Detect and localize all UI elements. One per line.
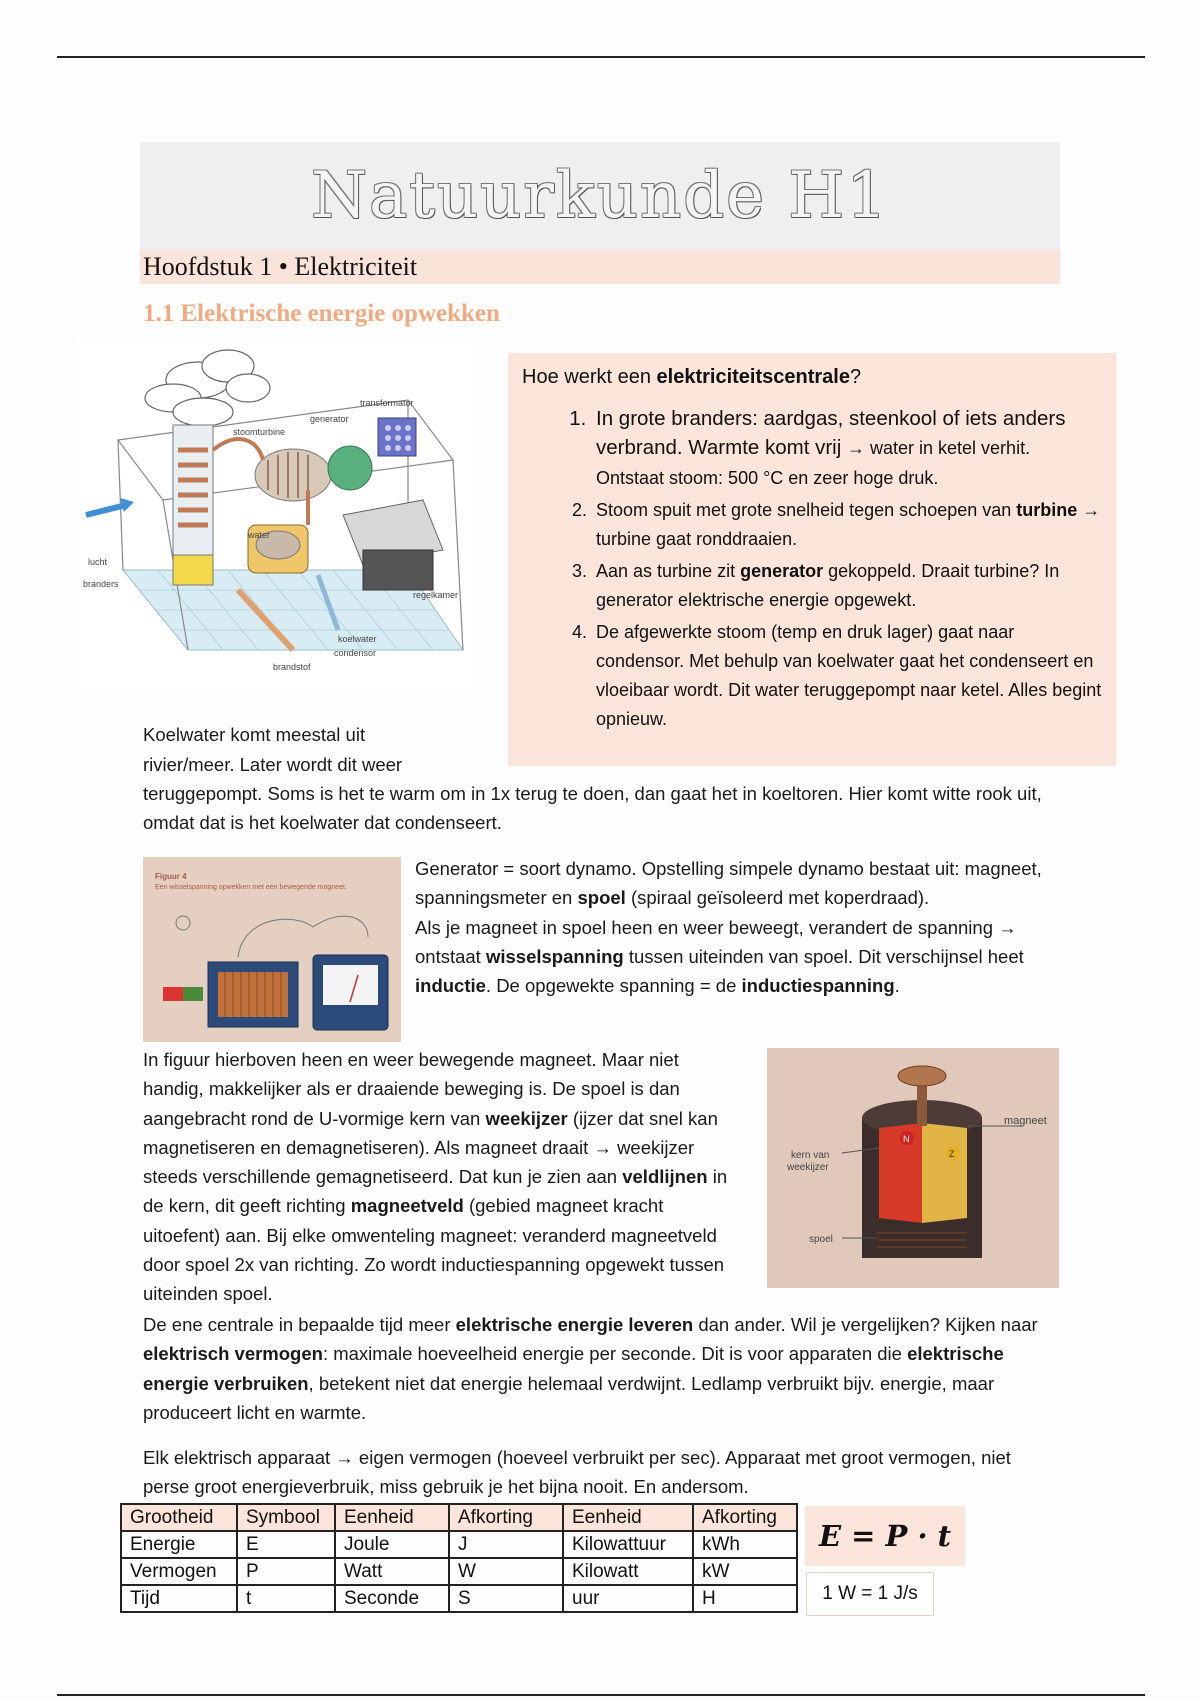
title-band	[140, 142, 1060, 250]
table-header: Eenheid	[335, 1504, 449, 1531]
label-stoomturbine: stoomturbine	[233, 427, 286, 437]
step-4: 4. De afgewerkte stoom (temp en druk lager) gaat naar condensor. Met behulp van koelwater gaat het condenseert en vloeibaar wordt. Dit water teruggepompt naar ketel. Alles begint opnieuw.	[592, 618, 1102, 734]
label-condensor: condensor	[334, 648, 377, 658]
power-plant-figure	[78, 340, 473, 695]
table-cell: J	[449, 1531, 563, 1558]
figure-4-caption: Een wisselspanning opwekken met een bewegende magneet.	[155, 884, 347, 891]
chapter-heading: Hoofdstuk 1 • Elektriciteit	[140, 250, 1060, 284]
step-2: 2. Stoom spuit met grote snelheid tegen schoepen van turbine → turbine gaat ronddraaien.	[592, 496, 1102, 554]
table-row	[121, 1585, 797, 1612]
table-cell: P	[237, 1558, 335, 1585]
top-rule	[57, 56, 1145, 58]
step-3: 3. Aan as turbine zit generator gekoppeld. Draait turbine? In generator elektrische energie opgewekt.	[592, 557, 1102, 615]
figure-4-label: Figuur 4	[155, 872, 187, 881]
dynamo-figure	[143, 857, 401, 1042]
table-cell: Seconde	[335, 1585, 449, 1612]
label-magneet: magneet	[1004, 1115, 1047, 1127]
energy-formula: E = P · t	[805, 1506, 965, 1566]
step-1: 1. In grote branders: aardgas, steenkool of iets anders verbrand. Warmte komt vrij → water in ketel verhit. Ontstaat stoom: 500 °C en zeer hoge druk.	[592, 404, 1102, 493]
units-table	[120, 1503, 798, 1613]
table-cell: E	[237, 1531, 335, 1558]
table-cell: S	[449, 1585, 563, 1612]
table-cell: Kilowatt	[563, 1558, 693, 1585]
label-brandstof: brandstof	[273, 662, 311, 672]
rotating-magnet-figure	[767, 1048, 1059, 1288]
label-weekijzer: weekijzer	[787, 1162, 829, 1173]
generator	[328, 446, 372, 490]
watt-definition: 1 W = 1 J/s	[806, 1572, 934, 1616]
table-cell: Kilowattuur	[563, 1531, 693, 1558]
label-lucht: lucht	[88, 557, 108, 567]
label-generator: generator	[310, 414, 349, 424]
table-header: Afkorting	[693, 1504, 797, 1531]
table-header-row	[121, 1504, 797, 1531]
table-header: Eenheid	[563, 1504, 693, 1531]
table-header: Afkorting	[449, 1504, 563, 1531]
label-branders: branders	[83, 579, 119, 589]
pole-z: Z	[949, 1149, 955, 1159]
table-cell: Energie	[121, 1531, 237, 1558]
section-heading: 1.1 Elektrische energie opwekken	[143, 300, 500, 327]
table-cell: uur	[563, 1585, 693, 1612]
table-header: Symbool	[237, 1504, 335, 1531]
label-spoel: spoel	[809, 1234, 833, 1245]
label-koelwater: koelwater	[338, 634, 377, 644]
table-cell: Vermogen	[121, 1558, 237, 1585]
table-cell: kWh	[693, 1531, 797, 1558]
vermogen-paragraph: De ene centrale in bepaalde tijd meer elektrische energie leveren dan ander. Wil je vergelijken? Kijken naar elektrisch vermogen: maximale hoeveelheid energie per seconde. Dit is voor apparaten die elektrische energie verbruiken, betekent niet dat energie helemaal verdwijnt. Ledlamp verbruikt bijv. energie, maar produceert licht en warmte.	[143, 1314, 1038, 1423]
table-cell: kW	[693, 1558, 797, 1585]
apparaat-paragraph: Elk elektrisch apparaat → eigen vermogen (hoeveel verbruikt per sec). Apparaat met groot vermogen, niet perse groot energieverbruik, miss gebruik je het bijna nooit. En andersom.	[143, 1447, 1011, 1498]
bottom-rule	[57, 1694, 1145, 1696]
table-cell: H	[693, 1585, 797, 1612]
label-water: water	[248, 530, 271, 540]
page-title: Natuurkunde H1	[311, 159, 889, 233]
table-cell: t	[237, 1585, 335, 1612]
steps-list	[522, 404, 1102, 734]
pole-n: N	[903, 1134, 910, 1144]
centrale-explanation-box	[508, 353, 1116, 766]
table-row	[121, 1558, 797, 1585]
table-cell: Watt	[335, 1558, 449, 1585]
koelwater-line-1: Koelwater komt meestal uit	[143, 724, 366, 745]
table-header: Grootheid	[121, 1504, 237, 1531]
table-cell: Tijd	[121, 1585, 237, 1612]
koelwater-line-2: rivier/meer. Later wordt dit weer	[143, 754, 403, 775]
label-kern: kern van	[791, 1150, 830, 1161]
box-question: Hoe werkt een elektriciteitscentrale?	[522, 366, 862, 388]
table-cell: W	[449, 1558, 563, 1585]
turbine	[255, 449, 331, 501]
table-cell: Joule	[335, 1531, 449, 1558]
koelwater-paragraph: teruggepompt. Soms is het te warm om in 1x terug te doen, dan gaat het in koeltoren. Hier komt witte rook uit, omdat dat is het koelwater dat condenseert.	[143, 783, 1042, 834]
label-regelkamer: regelkamer	[413, 590, 459, 600]
table-row	[121, 1531, 797, 1558]
generator-paragraph: Generator = soort dynamo. Opstelling simpele dynamo bestaat uit: magneet, spanningsmeter en spoel (spiraal geïsoleerd met koperdraad). Als je magneet in spoel heen en weer beweegt, verandert de spanning → ontstaat wisselspanning tussen uiteinden van spoel. Dit verschijnsel heet inductie. De opgewekte spanning = de inductiespanning.	[415, 858, 1042, 997]
label-transformator: transformator	[360, 398, 414, 408]
inductie-paragraph: In figuur hierboven heen en weer bewegende magneet. Maar niet handig, makkelijker als er draaiende beweging is. De spoel is dan aangebracht rond de U-vormige kern van weekijzer (ijzer dat snel kan magnetiseren en demagnetiseren). Als magneet draait → weekijzer steeds verschillende gemagnetiseerd. Dat kun je zien aan veldlijnen in de kern, dit geeft richting magneetveld (gebied magneet kracht uitoefent) aan. Bij elke omwenteling magneet: veranderd magneetveld door spoel 2x van richting. Zo wordt inductiespanning opgewekt tussen uiteinden spoel.	[143, 1049, 728, 1305]
